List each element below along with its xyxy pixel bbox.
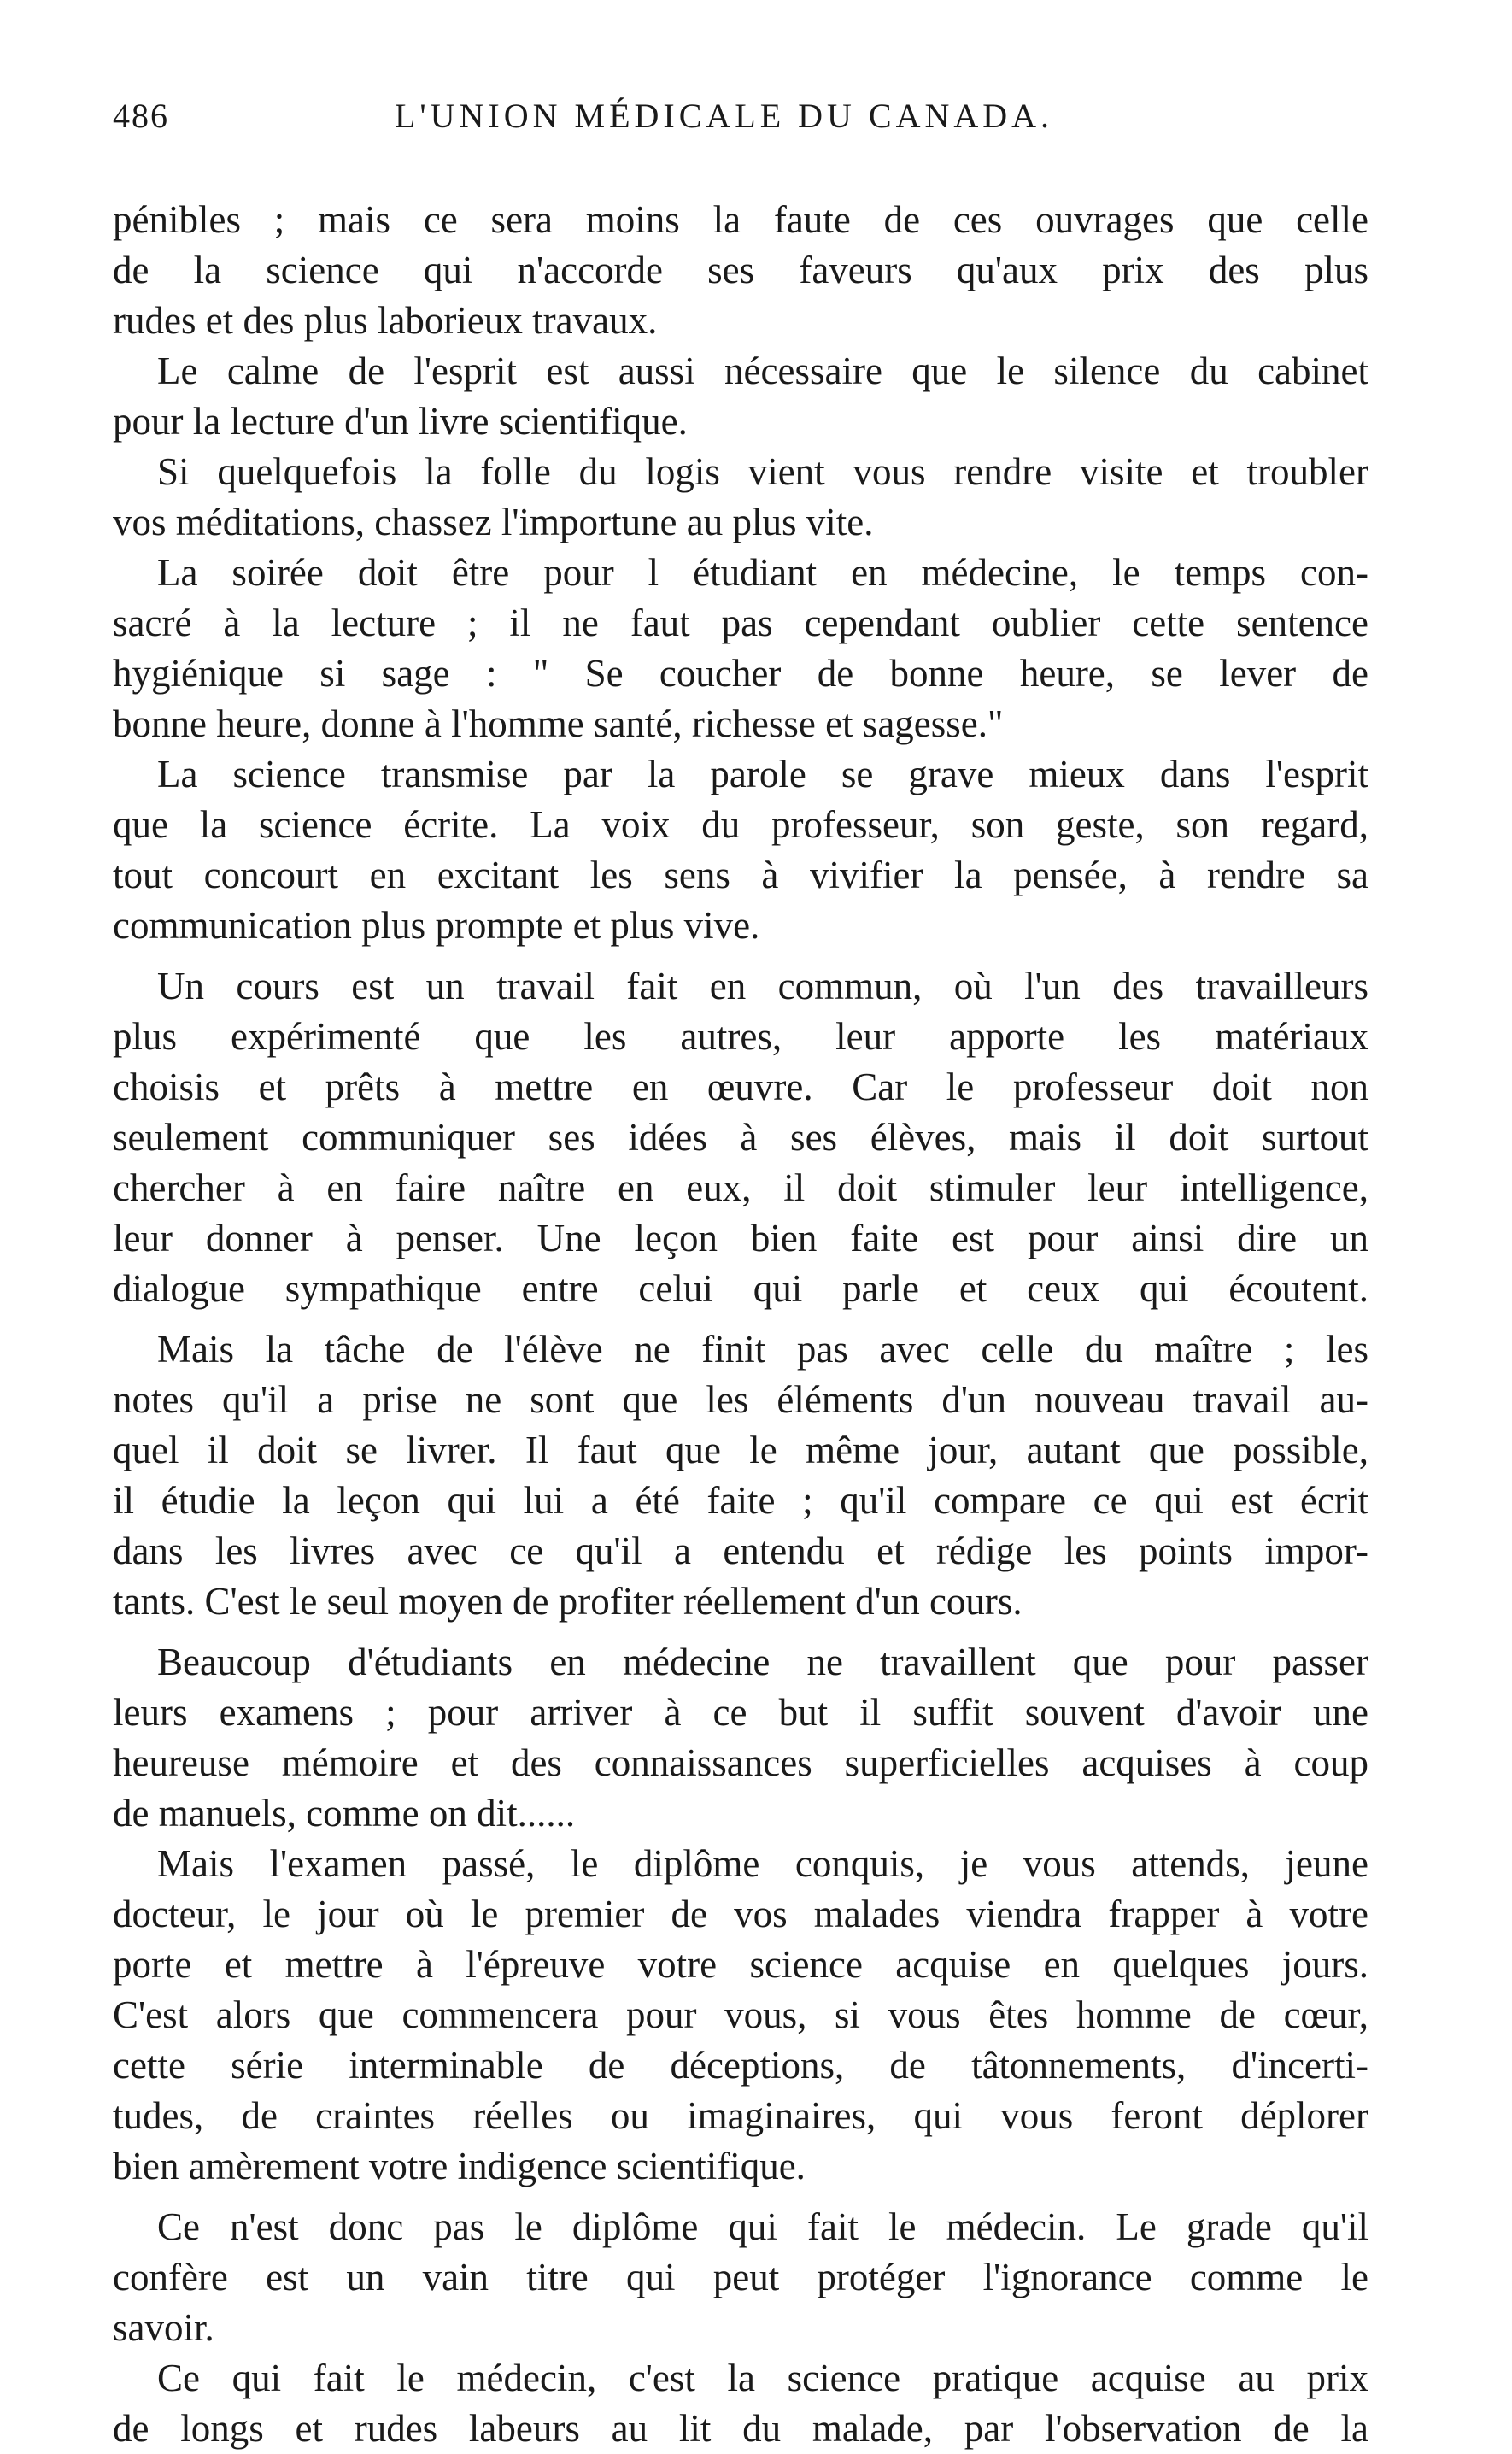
paragraph [113, 2353, 1368, 2454]
text-line: La soirée doit être pour l étudiant en médecine, le temps con- [157, 551, 1368, 594]
paragraph [113, 195, 1368, 346]
text-line: dans les livres avec ce qu'il a entendu et rédige les points impor- [113, 1529, 1368, 1572]
paragraph [113, 2202, 1368, 2353]
paragraph [113, 961, 1368, 1314]
paragraph [113, 1637, 1368, 1839]
running-title: L'UNION MÉDICALE DU CANADA. [395, 97, 1054, 135]
text-line: chercher à en faire naître en eux, il doit stimuler leur intelligence, [113, 1166, 1368, 1209]
text-line: de longs et rudes labeurs au lit du malade, par l'observation de la [113, 2407, 1368, 2450]
text-line: de manuels, comme on dit...... [113, 1792, 576, 1835]
text-line: heureuse mémoire et des connaissances superficielles acquises à coup [113, 1741, 1368, 1784]
text-line: leur donner à penser. Une leçon bien faite est pour ainsi dire un [113, 1217, 1368, 1259]
text-line: que la science écrite. La voix du professeur, son geste, son regard, [113, 803, 1368, 846]
text-line: C'est alors que commencera pour vous, si vous êtes homme de cœur, [113, 1993, 1368, 2036]
text-line: docteur, le jour où le premier de vos malades viendra frapper à votre [113, 1893, 1368, 1935]
paragraph [113, 1839, 1368, 2192]
text-line: bonne heure, donne à l'homme santé, richesse et sagesse." [113, 702, 1004, 745]
text-line: pénibles ; mais ce sera moins la faute de ces ouvrages que celle [113, 198, 1368, 241]
paragraph-spacer [113, 1314, 1368, 1324]
text-line: Ce qui fait le médecin, c'est la science pratique acquise au prix [157, 2357, 1368, 2399]
paragraph [113, 548, 1368, 749]
paragraph-spacer [113, 2192, 1368, 2202]
text-line: Mais la tâche de l'élève ne finit pas avec celle du maître ; les [157, 1328, 1368, 1371]
text-line: tout concourt en excitant les sens à vivifier la pensée, à rendre sa [113, 854, 1368, 896]
text-line: notes qu'il a prise ne sont que les éléments d'un nouveau travail au- [113, 1378, 1368, 1421]
text-line: Le calme de l'esprit est aussi nécessaire que le silence du cabinet [157, 349, 1368, 392]
text-line: communication plus prompte et plus vive. [113, 904, 760, 947]
text-line: confère est un vain titre qui peut protéger l'ignorance comme le [113, 2256, 1368, 2298]
text-line: porte et mettre à l'épreuve votre science acquise en quelques jours. [113, 1943, 1368, 1986]
text-line: sacré à la lecture ; il ne faut pas cependant oublier cette sentence [113, 602, 1368, 644]
text-line: dialogue sympathique entre celui qui parle et ceux qui écoutent. [113, 1267, 1368, 1310]
text-line: choisis et prêts à mettre en œuvre. Car le professeur doit non [113, 1066, 1368, 1108]
text-line: Mais l'examen passé, le diplôme conquis, je vous attends, jeune [157, 1842, 1368, 1885]
text-line: il étudie la leçon qui lui a été faite ; qu'il compare ce qui est écrit [113, 1479, 1368, 1522]
text-line: rudes et des plus laborieux travaux. [113, 299, 658, 342]
page-number: 486 [113, 97, 169, 135]
text-line: de la science qui n'accorde ses faveurs qu'aux prix des plus [113, 249, 1368, 291]
text-line: hygiénique si sage : " Se coucher de bonne heure, se lever de [113, 652, 1368, 695]
text-line: tudes, de craintes réelles ou imaginaires, qui vous feront déplorer [113, 2094, 1368, 2137]
text-line: vos méditations, chassez l'importune au plus vite. [113, 501, 874, 543]
page-header [113, 96, 1368, 147]
text-line: Ce n'est donc pas le diplôme qui fait le médecin. Le grade qu'il [157, 2205, 1368, 2248]
text-line: seulement communiquer ses idées à ses élèves, mais il doit surtout [113, 1116, 1368, 1159]
text-line: quel il doit se livrer. Il faut que le même jour, autant que possible, [113, 1429, 1368, 1471]
paragraph-spacer [113, 1627, 1368, 1637]
text-line: leurs examens ; pour arriver à ce but il suffit souvent d'avoir une [113, 1691, 1368, 1734]
paragraph [113, 346, 1368, 447]
text-line: Beaucoup d'étudiants en médecine ne travaillent que pour passer [157, 1641, 1368, 1683]
paragraph-spacer [113, 951, 1368, 961]
body-text [113, 195, 1368, 2454]
text-line: La science transmise par la parole se grave mieux dans l'esprit [157, 753, 1368, 795]
paragraph [113, 447, 1368, 548]
document-page [113, 96, 1368, 2454]
text-line: cette série interminable de déceptions, de tâtonnements, d'incerti- [113, 2044, 1368, 2087]
text-line: savoir. [113, 2306, 214, 2349]
text-line: plus expérimenté que les autres, leur apporte les matériaux [113, 1015, 1368, 1058]
text-line: pour la lecture d'un livre scientifique. [113, 400, 688, 443]
text-line: Si quelquefois la folle du logis vient vous rendre visite et troubler [157, 450, 1368, 493]
text-line: Un cours est un travail fait en commun, où l'un des travailleurs [157, 965, 1368, 1007]
text-line: tants. C'est le seul moyen de profiter réellement d'un cours. [113, 1580, 1023, 1623]
paragraph [113, 1324, 1368, 1627]
paragraph [113, 749, 1368, 951]
text-line: bien amèrement votre indigence scientifique. [113, 2145, 806, 2187]
